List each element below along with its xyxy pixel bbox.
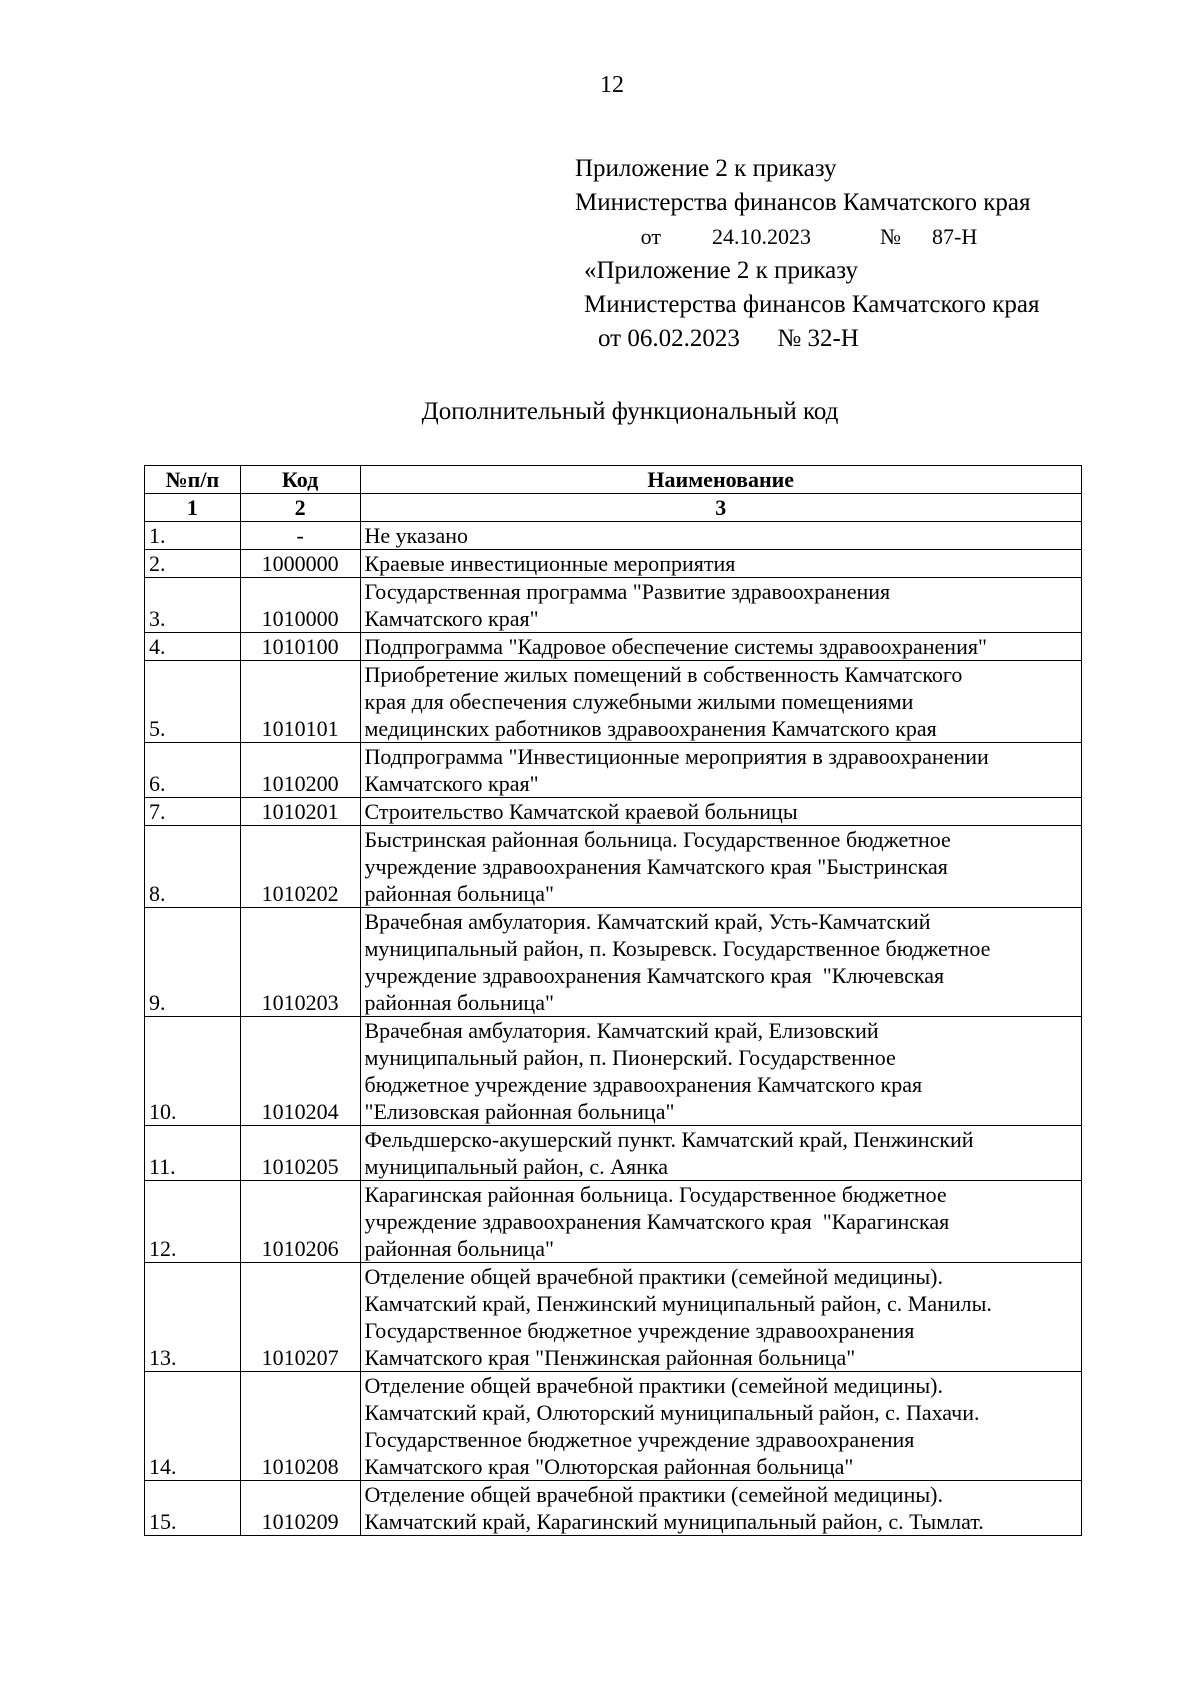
row-name-cell — [360, 633, 1082, 661]
header-number-sign: № — [880, 224, 901, 249]
previous-appendix-header — [584, 254, 1040, 356]
row-name-line: Камчатский край, Карагинский муниципальный район, с. Тымлат. — [364, 1509, 984, 1534]
row-number-cell: 9. — [145, 908, 241, 1017]
row-name-line: Камчатского края" — [364, 771, 539, 796]
row-code-cell: 1010000 — [240, 578, 360, 633]
row-number-cell: 15. — [145, 1481, 241, 1536]
row-code-cell: 1010201 — [240, 798, 360, 826]
appendix-header — [575, 152, 1031, 254]
row-number-cell: 6. — [145, 743, 241, 798]
row-number-cell: 11. — [145, 1126, 241, 1181]
row-code-cell: 1010200 — [240, 743, 360, 798]
table-row — [145, 1017, 1082, 1126]
row-name-line: муниципальный район, с. Аянка — [364, 1154, 669, 1179]
table-row — [145, 908, 1082, 1017]
document-title: Дополнительный функциональный код — [421, 398, 839, 425]
row-name-line: Фельдшерско-акушерский пункт. Камчатский край, Пенжинский — [364, 1127, 974, 1152]
row-name-line: Государственное бюджетное учреждение здравоохранения — [364, 1427, 915, 1452]
row-name-cell — [360, 908, 1082, 1017]
row-name-line: районная больница" — [364, 881, 554, 906]
table-row — [145, 522, 1082, 550]
table-row — [145, 1181, 1082, 1263]
row-number-cell: 13. — [145, 1263, 241, 1372]
row-name-cell — [360, 1481, 1082, 1536]
row-code-cell: 1010208 — [240, 1372, 360, 1481]
row-name-line: учреждение здравоохранения Камчатского края "Карагинская — [364, 1209, 950, 1234]
row-name-line: Отделение общей врачебной практики (семейной медицины). — [364, 1482, 943, 1507]
row-name-cell — [360, 1263, 1082, 1372]
row-name-cell — [360, 826, 1082, 908]
row-name-line: Камчатского края "Олюторская районная больница" — [364, 1454, 854, 1479]
row-name-cell — [360, 661, 1082, 743]
header-line-4: «Приложение 2 к приказу — [584, 257, 859, 284]
row-code-cell: 1010205 — [240, 1126, 360, 1181]
row-number-cell: 2. — [145, 550, 241, 578]
row-code-cell: - — [240, 522, 360, 550]
row-name-line: медицинских работников здравоохранения Камчатского края — [364, 716, 937, 741]
column-number-3: 3 — [360, 494, 1082, 522]
row-name-cell — [360, 578, 1082, 633]
header-order-number: 87-Н — [932, 224, 978, 249]
header-cell-name: Наименование — [360, 466, 1082, 494]
table-row — [145, 1126, 1082, 1181]
row-name-line: учреждение здравоохранения Камчатского края "Ключевская — [364, 963, 945, 988]
row-code-cell: 1010203 — [240, 908, 360, 1017]
row-name-line: края для обеспечения служебными жилыми помещениями — [364, 689, 914, 714]
table-row — [145, 1263, 1082, 1372]
row-name-line: учреждение здравоохранения Камчатского края "Быстринская — [364, 854, 948, 879]
row-name-line: Камчатского края" — [364, 606, 539, 631]
row-number-cell: 8. — [145, 826, 241, 908]
row-number-cell: 10. — [145, 1017, 241, 1126]
row-number-cell: 5. — [145, 661, 241, 743]
row-name-line: бюджетное учреждение здравоохранения Камчатского края — [364, 1072, 923, 1097]
row-name-line: Краевые инвестиционные мероприятия — [364, 551, 736, 576]
row-code-cell: 1010204 — [240, 1017, 360, 1126]
table-row — [145, 743, 1082, 798]
header-line-3 — [575, 220, 1031, 254]
header-line-6: от 06.02.2023 № 32-Н — [598, 325, 859, 352]
table-row — [145, 661, 1082, 743]
row-code-cell: 1010101 — [240, 661, 360, 743]
row-name-line: Государственная программа "Развитие здравоохранения — [364, 579, 891, 604]
row-name-line: "Елизовская районная больница" — [364, 1099, 675, 1124]
row-code-cell: 1010209 — [240, 1481, 360, 1536]
table-row — [145, 550, 1082, 578]
row-name-cell — [360, 1017, 1082, 1126]
row-code-cell: 1000000 — [240, 550, 360, 578]
row-name-line: Камчатский край, Пенжинский муниципальный район, с. Манилы. — [364, 1291, 992, 1316]
header-line-1: Приложение 2 к приказу — [575, 155, 837, 182]
page-number: 12 — [600, 72, 624, 98]
row-name-cell — [360, 798, 1082, 826]
row-number-cell: 7. — [145, 798, 241, 826]
header-from-label: от — [640, 224, 661, 249]
row-name-cell — [360, 1181, 1082, 1263]
row-number-cell: 12. — [145, 1181, 241, 1263]
table-column-number-row — [145, 494, 1082, 522]
header-cell-number: №п/п — [145, 466, 241, 494]
row-name-line: Не указано — [364, 523, 469, 548]
table-row — [145, 633, 1082, 661]
row-name-line: Отделение общей врачебной практики (семейной медицины). — [364, 1264, 943, 1289]
row-code-cell: 1010206 — [240, 1181, 360, 1263]
column-number-2: 2 — [240, 494, 360, 522]
table-header-row — [145, 466, 1082, 494]
row-name-line: районная больница" — [364, 990, 554, 1015]
row-name-line: Подпрограмма "Кадровое обеспечение системы здравоохранения" — [364, 634, 987, 659]
row-code-cell: 1010100 — [240, 633, 360, 661]
row-name-cell — [360, 1126, 1082, 1181]
row-number-cell: 14. — [145, 1372, 241, 1481]
row-name-line: Приобретение жилых помещений в собственность Камчатского — [364, 662, 963, 687]
function-code-table — [144, 465, 1082, 1536]
row-name-line: Врачебная амбулатория. Камчатский край, Усть-Камчатский — [364, 909, 931, 934]
row-name-line: районная больница" — [364, 1236, 554, 1261]
header-line-2: Министерства финансов Камчатского края — [575, 189, 1031, 216]
column-number-1: 1 — [145, 494, 241, 522]
row-name-line: Камчатского края "Пенжинская районная больница" — [364, 1345, 856, 1370]
row-name-cell — [360, 1372, 1082, 1481]
header-line-5: Министерства финансов Камчатского края — [584, 291, 1040, 318]
row-code-cell: 1010202 — [240, 826, 360, 908]
row-name-line: Государственное бюджетное учреждение здравоохранения — [364, 1318, 915, 1343]
row-name-line: Врачебная амбулатория. Камчатский край, Елизовский — [364, 1018, 879, 1043]
row-name-line: Подпрограмма "Инвестиционные мероприятия в здравоохранении — [364, 744, 989, 769]
row-number-cell: 4. — [145, 633, 241, 661]
table-row — [145, 1481, 1082, 1536]
row-name-line: Камчатский край, Олюторский муниципальный район, с. Пахачи. — [364, 1400, 980, 1425]
table-row — [145, 1372, 1082, 1481]
row-name-line: муниципальный район, п. Козыревск. Государственное бюджетное — [364, 936, 991, 961]
table-row — [145, 578, 1082, 633]
row-name-cell — [360, 743, 1082, 798]
row-name-line: Отделение общей врачебной практики (семейной медицины). — [364, 1373, 943, 1398]
header-cell-code: Код — [240, 466, 360, 494]
row-number-cell: 3. — [145, 578, 241, 633]
row-name-cell — [360, 522, 1082, 550]
row-name-line: Карагинская районная больница. Государственное бюджетное — [364, 1182, 947, 1207]
header-order-date: 24.10.2023 — [712, 224, 811, 249]
row-code-cell: 1010207 — [240, 1263, 360, 1372]
row-number-cell: 1. — [145, 522, 241, 550]
row-name-line: Строительство Камчатской краевой больницы — [364, 799, 798, 824]
row-name-line: Быстринская районная больница. Государственное бюджетное — [364, 827, 951, 852]
row-name-line: муниципальный район, п. Пионерский. Государственное — [364, 1045, 896, 1070]
row-name-cell — [360, 550, 1082, 578]
table-row — [145, 798, 1082, 826]
table-row — [145, 826, 1082, 908]
